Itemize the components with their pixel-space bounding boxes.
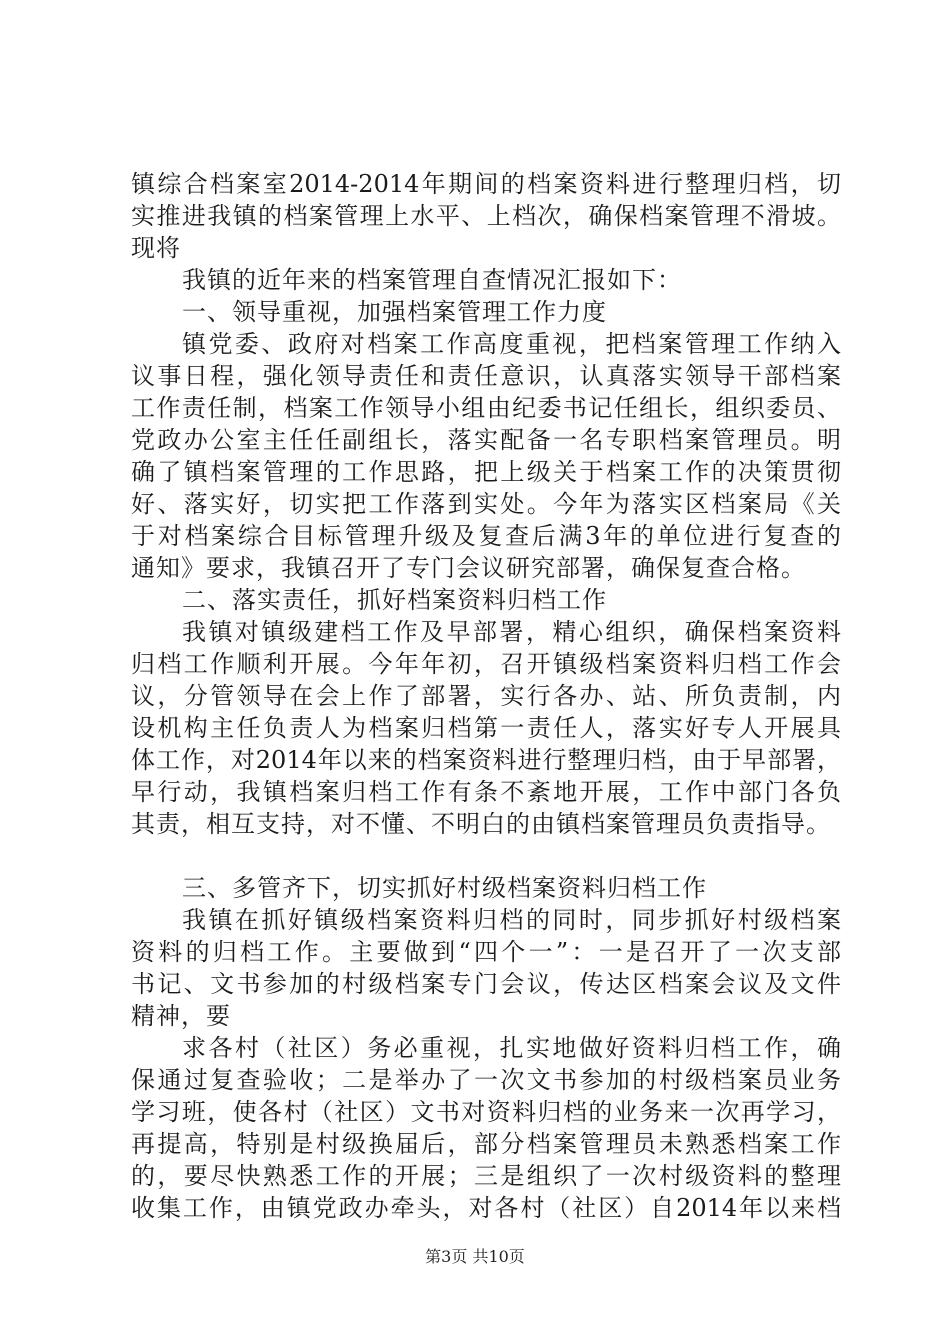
text-line: 确了镇档案管理的工作思路，把上级关于档案工作的决策贯彻 — [131, 458, 841, 486]
text-line: 资料的归档工作。主要做到“四个一”：一是召开了一次支部 — [131, 938, 841, 966]
text-line: 通知》要求，我镇召开了专门会议研究部署，确保复查合格。 — [131, 554, 806, 582]
text-line: 求各村（社区）务必重视，扎实地做好资料归档工作，确 — [182, 1034, 841, 1062]
text-line: 体工作，对2014年以来的档案资料进行整理归档，由于早部署， — [131, 746, 841, 774]
text-line: 精神，要 — [131, 1002, 231, 1030]
section-heading-2: 二、落实责任，抓好档案资料归档工作 — [182, 586, 607, 614]
section-heading-3: 三、多管齐下，切实抓好村级档案资料归档工作 — [182, 874, 707, 902]
text-line: 早行动，我镇档案归档工作有条不紊地开展，工作中部门各负 — [131, 778, 841, 806]
text-line: 于对档案综合目标管理升级及复查后满3年的单位进行复查的 — [131, 522, 841, 550]
page-footer: 第3页 共10页 — [425, 1247, 525, 1266]
text-line: 镇党委、政府对档案工作高度重视，把档案管理工作纳入 — [182, 330, 841, 358]
text-line: 议，分管领导在会上作了部署，实行各办、站、所负责制，内 — [131, 682, 841, 710]
text-line: 实推进我镇的档案管理上水平、上档次，确保档案管理不滑坡。 — [131, 202, 841, 230]
text-line: 我镇对镇级建档工作及早部署，精心组织，确保档案资料 — [182, 618, 841, 646]
text-line: 学习班，使各村（社区）文书对资料归档的业务来一次再学习， — [131, 1098, 841, 1126]
text-line: 其责，相互支持，对不懂、不明白的由镇档案管理员负责指导。 — [131, 810, 831, 838]
paragraph-gap — [131, 840, 841, 872]
document-body — [131, 168, 841, 1224]
section-heading-1: 一、领导重视，加强档案管理工作力度 — [182, 298, 607, 326]
text-line: 工作责任制，档案工作领导小组由纪委书记任组长，组织委员、 — [131, 394, 841, 422]
text-line: 党政办公室主任任副组长，落实配备一名专职档案管理员。明 — [131, 426, 841, 454]
text-line: 我镇在抓好镇级档案资料归档的同时，同步抓好村级档案 — [182, 906, 841, 934]
text-line: 设机构主任负责人为档案归档第一责任人，落实好专人开展具 — [131, 714, 841, 742]
text-line: 收集工作，由镇党政办牵头，对各村（社区）自2014年以来档 — [131, 1194, 841, 1222]
text-line: 归档工作顺利开展。今年年初，召开镇级档案资料归档工作会 — [131, 650, 841, 678]
text-line: 保通过复查验收；二是举办了一次文书参加的村级档案员业务 — [131, 1066, 841, 1094]
text-line: 好、落实好，切实把工作落到实处。今年为落实区档案局《关 — [131, 490, 841, 518]
text-line: 议事日程，强化领导责任和责任意识，认真落实领导干部档案 — [131, 362, 841, 390]
text-line: 的，要尽快熟悉工作的开展；三是组织了一次村级资料的整理 — [131, 1162, 841, 1190]
text-line: 书记、文书参加的村级档案专门会议，传达区档案会议及文件 — [131, 970, 841, 998]
text-line: 镇综合档案室2014-2014年期间的档案资料进行整理归档，切 — [131, 170, 841, 198]
text-line: 再提高，特别是村级换届后，部分档案管理员未熟悉档案工作 — [131, 1130, 841, 1158]
text-line: 现将 — [131, 234, 181, 262]
text-line: 我镇的近年来的档案管理自查情况汇报如下： — [182, 266, 682, 294]
